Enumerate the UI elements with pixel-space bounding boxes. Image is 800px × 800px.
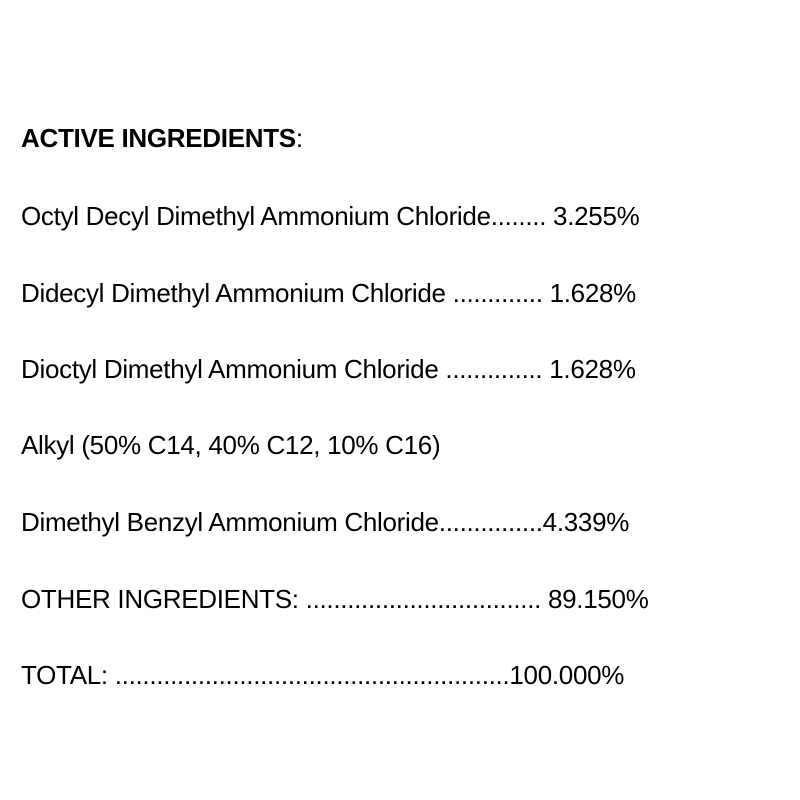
- ingredient-line-octyl-decyl: Octyl Decyl Dimethyl Ammonium Chloride........ 3.255%: [21, 201, 640, 231]
- heading-colon: :: [295, 123, 303, 153]
- ingredient-line-dioctyl: Dioctyl Dimethyl Ammonium Chloride .............. 1.628%: [21, 354, 636, 384]
- ingredient-line-didecyl: Didecyl Dimethyl Ammonium Chloride ............. 1.628%: [21, 278, 636, 308]
- ingredient-line-alkyl: Alkyl (50% C14, 40% C12, 10% C16): [21, 430, 441, 460]
- heading-label: ACTIVE INGREDIENTS: [21, 123, 296, 153]
- active-ingredients-heading: [21, 123, 303, 153]
- other-ingredients-line: OTHER INGREDIENTS: .................................. 89.150%: [21, 584, 649, 614]
- ingredient-line-dimethyl-benzyl: Dimethyl Benzyl Ammonium Chloride...............4.339%: [21, 507, 630, 537]
- ingredients-label: [21, 0, 781, 800]
- total-line: TOTAL: .........................................................100.000%: [21, 660, 625, 690]
